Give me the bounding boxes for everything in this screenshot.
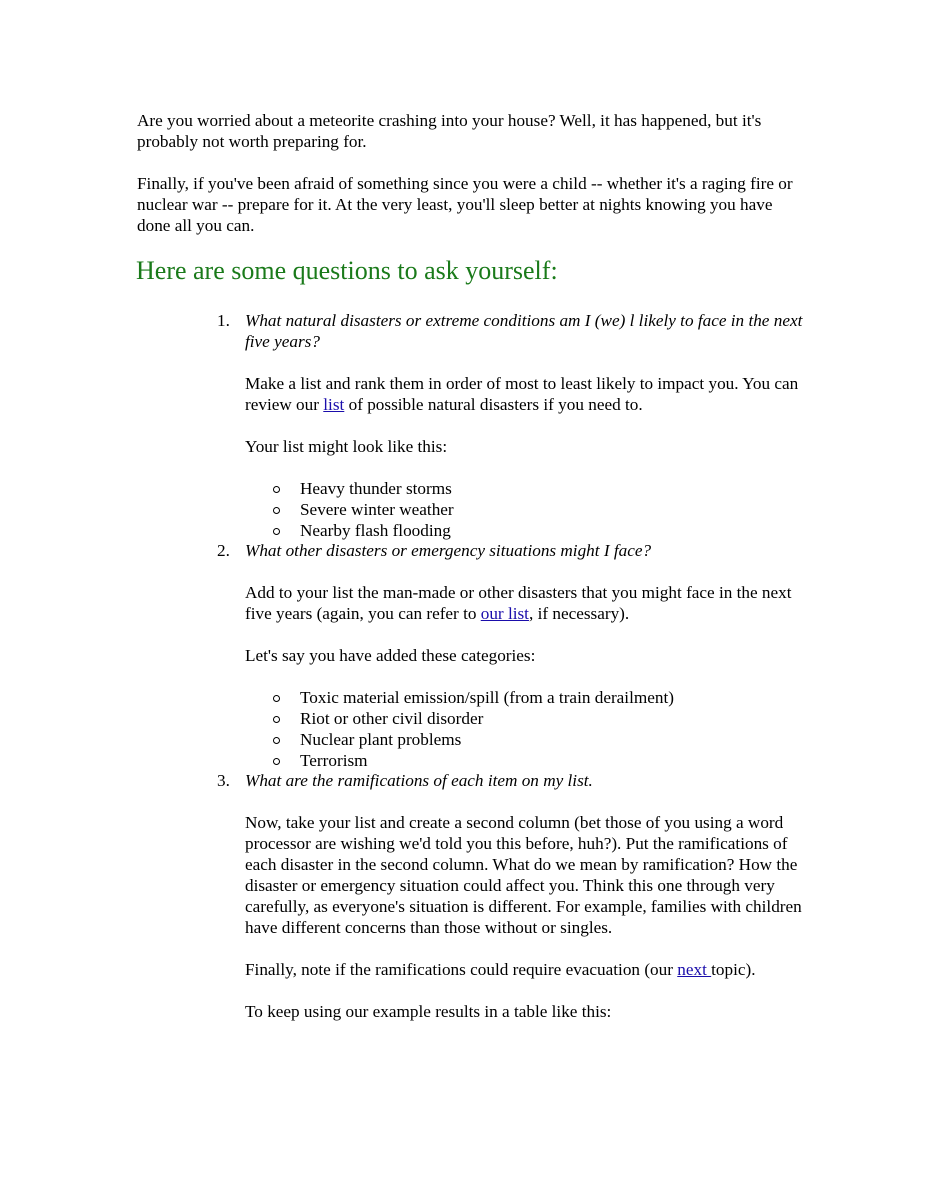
paragraph — [245, 373, 805, 415]
sub-list — [245, 478, 805, 541]
circle-bullet-icon — [273, 486, 280, 493]
text-segment: of possible natural disasters if you need to. — [344, 395, 643, 414]
paragraph: To keep using our example results in a table like this: — [245, 1002, 612, 1021]
text-segment: Make a list and rank them in order of most to least likely to impact you. You can review our — [245, 374, 799, 414]
paragraph: Your list might look like this: — [245, 437, 448, 456]
section-heading: Here are some questions to ask yourself: — [136, 256, 558, 285]
list-item — [245, 750, 805, 771]
list-item-text: Nearby flash flooding — [300, 521, 451, 540]
question-text: What other disasters or emergency situations might I face? — [245, 541, 652, 560]
question-number: 3. — [217, 771, 230, 790]
circle-bullet-icon — [273, 507, 280, 514]
circle-bullet-icon — [273, 758, 280, 765]
paragraph: Now, take your list and create a second column (bet those of you using a word processor are wishing we'd told you this before, huh?). Put the ramifications of each disaster in the second column. What do we mean by ramification? How the disaster or emergency situation could affect you. Think this one through very carefully, as everyone's situation is different. For example, families with children have different concerns than those without or singles. — [245, 813, 802, 937]
list-item-text: Severe winter weather — [300, 500, 454, 519]
paragraph — [245, 582, 805, 624]
text-segment: topic). — [711, 960, 756, 979]
intro-paragraph-1: Are you worried about a meteorite crashing into your house? Well, it has happened, but it's probably not worth preparing for. — [137, 111, 762, 151]
circle-bullet-icon — [273, 716, 280, 723]
question-text: What are the ramifications of each item on my list. — [245, 771, 593, 790]
list-item-text: Riot or other civil disorder — [300, 709, 484, 728]
list-item — [245, 520, 805, 541]
question-number: 1. — [217, 311, 230, 330]
circle-bullet-icon — [273, 528, 280, 535]
paragraph: Let's say you have added these categories: — [245, 646, 536, 665]
list-item-text: Nuclear plant problems — [300, 730, 462, 749]
circle-bullet-icon — [273, 695, 280, 702]
question-text: What natural disasters or extreme conditions am I (we) l likely to face in the next five years? — [245, 311, 803, 351]
text-segment: Finally, note if the ramifications could require evacuation (our — [245, 960, 678, 979]
list-item-text: Terrorism — [300, 751, 368, 770]
paragraph — [245, 959, 805, 980]
list-item — [245, 729, 805, 750]
question-number: 2. — [217, 541, 230, 560]
list-item-text: Toxic material emission/spill (from a train derailment) — [300, 688, 674, 707]
next-topic-link[interactable]: next — [677, 960, 712, 979]
intro-paragraph-2: Finally, if you've been afraid of something since you were a child -- whether it's a raging fire or nuclear war -- prepare for it. At the very least, you'll sleep better at nights knowing you have done all you can. — [137, 174, 793, 235]
text-segment: Add to your list the man-made or other disasters that you might face in the next five years (again, you can refer to — [245, 583, 792, 623]
our-list-link[interactable]: our list — [480, 604, 529, 623]
list-item — [245, 687, 805, 708]
list-item — [245, 708, 805, 729]
list-item — [245, 478, 805, 499]
circle-bullet-icon — [273, 737, 280, 744]
text-segment: , if necessary). — [528, 604, 630, 623]
list-item-text: Heavy thunder storms — [300, 479, 452, 498]
sub-list — [245, 687, 805, 771]
list-item — [245, 499, 805, 520]
list-link[interactable]: list — [323, 395, 345, 414]
